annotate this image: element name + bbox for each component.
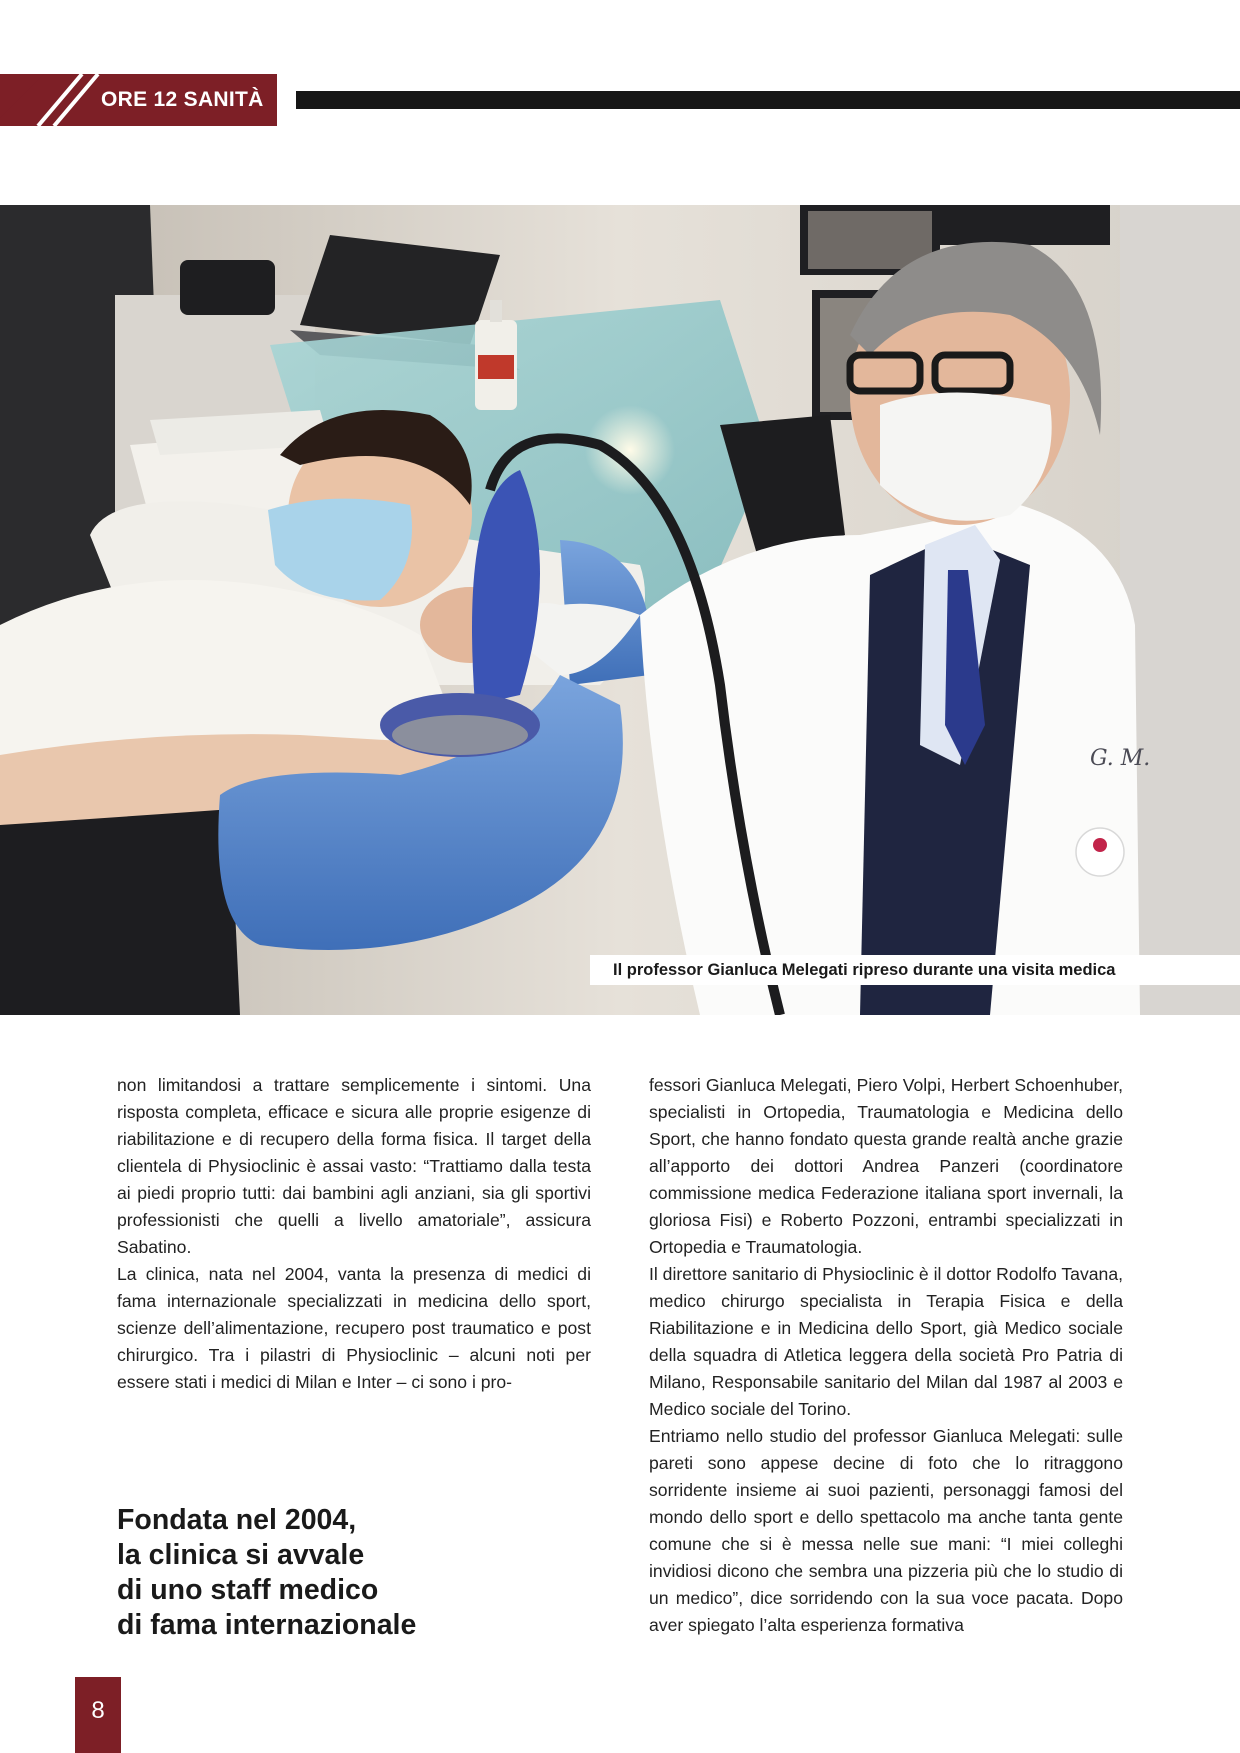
page-number-box (75, 1677, 121, 1753)
pull-quote-line: Fondata nel 2004, (117, 1504, 357, 1536)
article-column-right (649, 1072, 1123, 1639)
page-number: 8 (91, 1697, 105, 1724)
paragraph: La clinica, nata nel 2004, vanta la presenza di medici di fama internazionale specializzati in medicina dello sport, scienze dell’alimentazione, recupero post traumatico e post chirurgico. Tra i pilastri di Physioclinic – alcuni noti per essere stati i medici di Milan e Inter – ci sono i pro- (117, 1264, 591, 1392)
paragraph: Il direttore sanitario di Physioclinic è il dottor Rodolfo Tavana, medico chirurgo specialista in Terapia Fisica e della Riabilitazione e in Medicina dello Sport, già Medico sociale della squadra di Atletica leggera della società Pro Patria di Milano, Responsabile sanitario del Milan dal 1987 al 2003 e Medico sociale del Torino. (649, 1264, 1123, 1419)
paragraph: Entriamo nello studio del professor Gianluca Melegati: sulle pareti sono appese decine di foto che lo ritraggono sorridente insieme ai suoi pazienti, personaggi famosi del mondo dello sport e dello spettacolo ma anche tanta gente comune che si è messa nelle sue mani: “I miei colleghi invidiosi dicono che sembra una pizzeria più che lo studio di un medico”, dice sorridendo con la sua voce pacata. Dopo aver spiegato l’alta esperienza formativa (649, 1426, 1123, 1635)
article-column-left (117, 1072, 591, 1396)
header-rule-bar (296, 91, 1240, 109)
paragraph: non limitandosi a trattare semplicemente i sintomi. Una risposta completa, efficace e sicura alle proprie esigenze di riabilitazione e di recupero della forma fisica. Il target della clientela di Physioclinic è assai vasto: “Trattiamo dalla testa ai piedi proprio tutti: dai bambini agli anziani, sia gli sportivi professionisti che quelli a livello amatoriale”, assicura Sabatino. (117, 1075, 591, 1257)
pull-quote-line: di fama internazionale (117, 1609, 417, 1641)
photo-caption-box (590, 955, 1240, 985)
header-stripes-decoration (0, 74, 100, 126)
article-photo (0, 205, 1240, 1015)
photo-caption: Il professor Gianluca Melegati ripreso durante una visita medica (613, 961, 1116, 979)
pull-quote (117, 1503, 537, 1643)
pull-quote-line: di uno staff medico (117, 1574, 379, 1606)
pull-quote-line: la clinica si avvale (117, 1539, 365, 1571)
paragraph: fessori Gianluca Melegati, Piero Volpi, Herbert Schoenhuber, specialisti in Ortopedia, Traumatologia e Medicina dello Sport, che hanno fondato questa grande realtà anche grazie all’apporto dei dottori Andrea Panzeri (coordinatore commissione medica Federazione italiana sport invernali, la gloriosa Fisi) e Roberto Pozzoni, entrambi specializzati in Ortopedia e Traumatologia. (649, 1075, 1123, 1257)
photo-illustration (0, 205, 1240, 1015)
coat-monogram: G. M. (1090, 746, 1151, 771)
section-label: ORE 12 SANITÀ (101, 88, 264, 111)
section-header-tab (0, 74, 277, 126)
